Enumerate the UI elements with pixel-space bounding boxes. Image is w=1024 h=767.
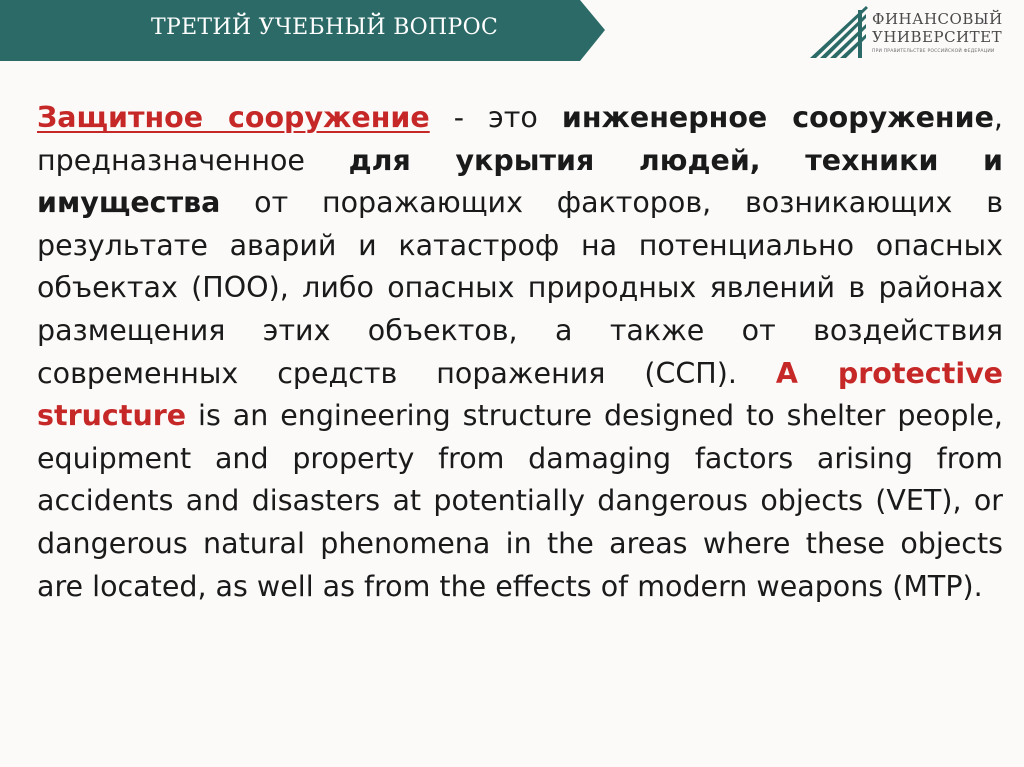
logo-text-line2: УНИВЕРСИТЕТ <box>872 28 1003 46</box>
definition-text <box>37 97 1003 608</box>
text-ru-3: от поражающих факторов, возникающих в результате аварий и катастроф на потенциально опасных объектах (ПОО), либо опасных природных явлений в районах размещения этих объектов, а также от воздействия современных средств поражения (ССП). <box>37 186 1003 390</box>
slide-title: ТРЕТИЙ УЧЕБНЫЙ ВОПРОС <box>151 15 499 40</box>
university-logo-icon <box>808 4 870 60</box>
text-en-1: is an engineering structure designed to shelter people, equipment and property from damaging factors arising from accidents and disasters at potentially dangerous objects (VET), or dangerous natural phenomena in the areas where these objects are located, as well as from the effects of modern weapons (MTP). <box>37 399 1003 603</box>
text-ru-2: , предназначенное <box>37 101 1003 177</box>
text-ru-1: - это <box>429 101 562 134</box>
university-logo <box>808 4 1018 60</box>
bold-ru-1: инженерное сооружение <box>561 101 994 134</box>
bold-ru-2: для укрытия людей, техники и имущества <box>37 143 1003 220</box>
logo-text-line1: ФИНАНСОВЫЙ <box>872 10 1003 28</box>
logo-text-line3: ПРИ ПРАВИТЕЛЬСТВЕ РОССИЙСКОЙ ФЕДЕРАЦИИ <box>872 49 995 54</box>
term-ru: Защитное сооружение <box>37 101 430 134</box>
term-en: A protective structure <box>37 356 1003 433</box>
